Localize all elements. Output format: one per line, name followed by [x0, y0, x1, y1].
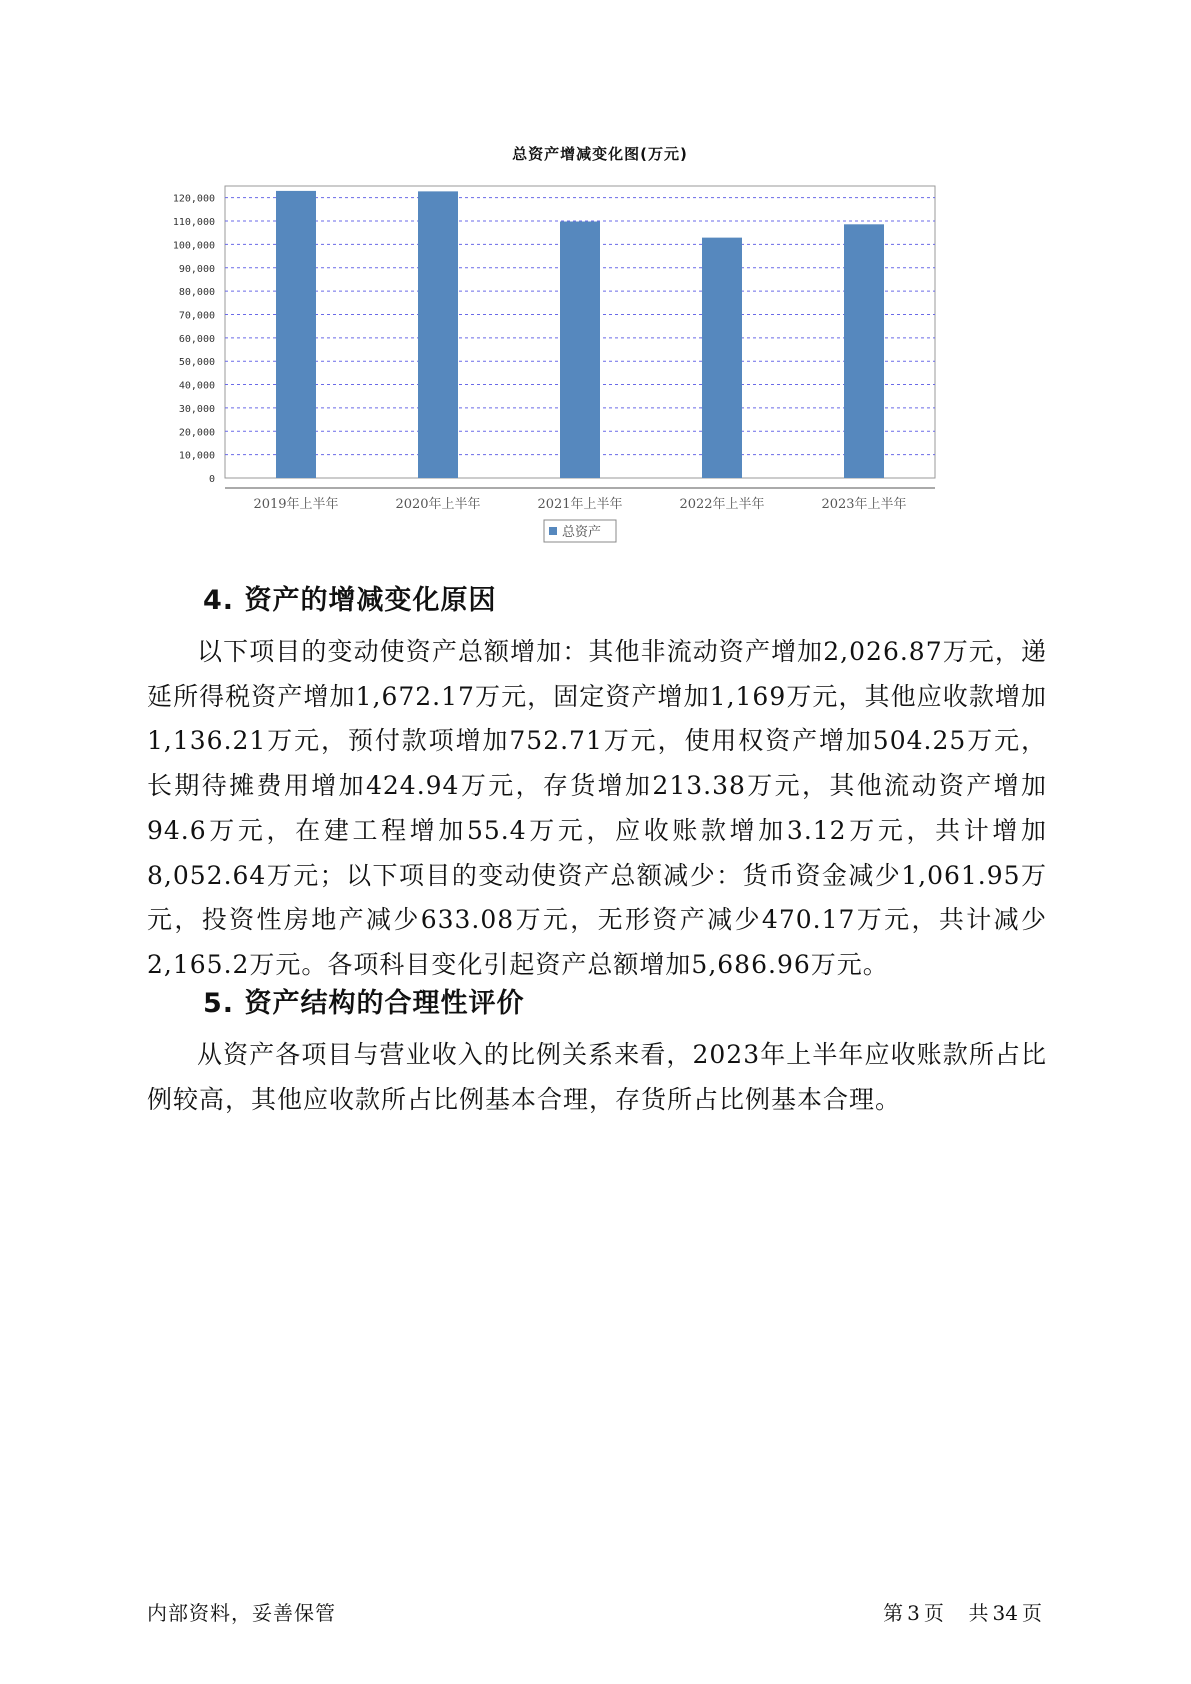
bar-4	[702, 238, 742, 478]
x-tick-label: 2019年上半年	[253, 497, 339, 512]
x-tick-label: 2022年上半年	[679, 497, 765, 512]
legend-label: 总资产	[562, 525, 602, 540]
bar-3	[560, 222, 600, 478]
footer-page-counter	[881, 1597, 1044, 1626]
chart-title: 总资产增减变化图(万元)	[512, 145, 688, 163]
x-tick-label: 2021年上半年	[537, 497, 623, 512]
x-tick-label: 2023年上半年	[821, 497, 907, 512]
y-tick-label: 20,000	[178, 427, 215, 439]
total-unit: 页	[1022, 1601, 1042, 1625]
y-tick-label: 90,000	[178, 263, 215, 275]
y-tick-label: 30,000	[178, 403, 215, 415]
page-number: 3	[907, 1601, 920, 1625]
y-tick-label: 70,000	[178, 310, 215, 322]
y-tick-label: 80,000	[178, 287, 215, 299]
page-prefix: 第	[883, 1601, 904, 1625]
y-tick-label: 40,000	[178, 380, 215, 392]
section-5-heading: 5. 资产结构的合理性评价	[203, 988, 525, 1019]
y-tick-label: 100,000	[172, 240, 215, 252]
total-assets-bar-chart	[160, 178, 1020, 550]
page-unit: 页	[923, 1601, 944, 1625]
x-tick-label: 2020年上半年	[395, 497, 481, 512]
y-tick-label: 120,000	[172, 193, 215, 205]
legend-swatch	[549, 527, 557, 535]
y-tick-label: 50,000	[178, 357, 215, 369]
bar-1	[276, 191, 316, 478]
y-tick-label: 10,000	[178, 450, 215, 462]
y-tick-label: 60,000	[178, 333, 215, 345]
y-tick-label: 110,000	[172, 217, 215, 229]
bar-5	[844, 224, 884, 478]
footer-confidential-note: 内部资料，妥善保管	[147, 1601, 336, 1625]
bar-2	[418, 191, 458, 478]
y-tick-label: 0	[208, 474, 215, 485]
section-4-heading: 4. 资产的增减变化原因	[203, 585, 497, 616]
section-4-paragraph: 以下项目的变动使资产总额增加：其他非流动资产增加2,026.87万元，递延所得税资产增加1,672.17万元，固定资产增加1,169万元，其他应收款增加1,136.21万元，预付款项增加752.71万元，使用权资产增加504.25万元，长期待摊费用增加424.94万元，存货增加213.38万元，其他流动资产增加94.6万元，在建工程增加55.4万元，应收账款增加3.12万元，共计增加8,052.64万元；以下项目的变动使资产总额减少：货币资金减少1,061.95万元，投资性房地产减少633.08万元，无形资产减少470.17万元，共计减少2,165.2万元。各项科目变化引起资产总额增加5,686.96万元。	[147, 637, 1048, 979]
total-pages: 34	[992, 1601, 1018, 1625]
total-prefix: 共	[968, 1601, 989, 1625]
section-5-paragraph: 从资产各项目与营业收入的比例关系来看，2023年上半年应收账款所占比例较高，其他应收款所占比例基本合理，存货所占比例基本合理。	[147, 1040, 1047, 1114]
